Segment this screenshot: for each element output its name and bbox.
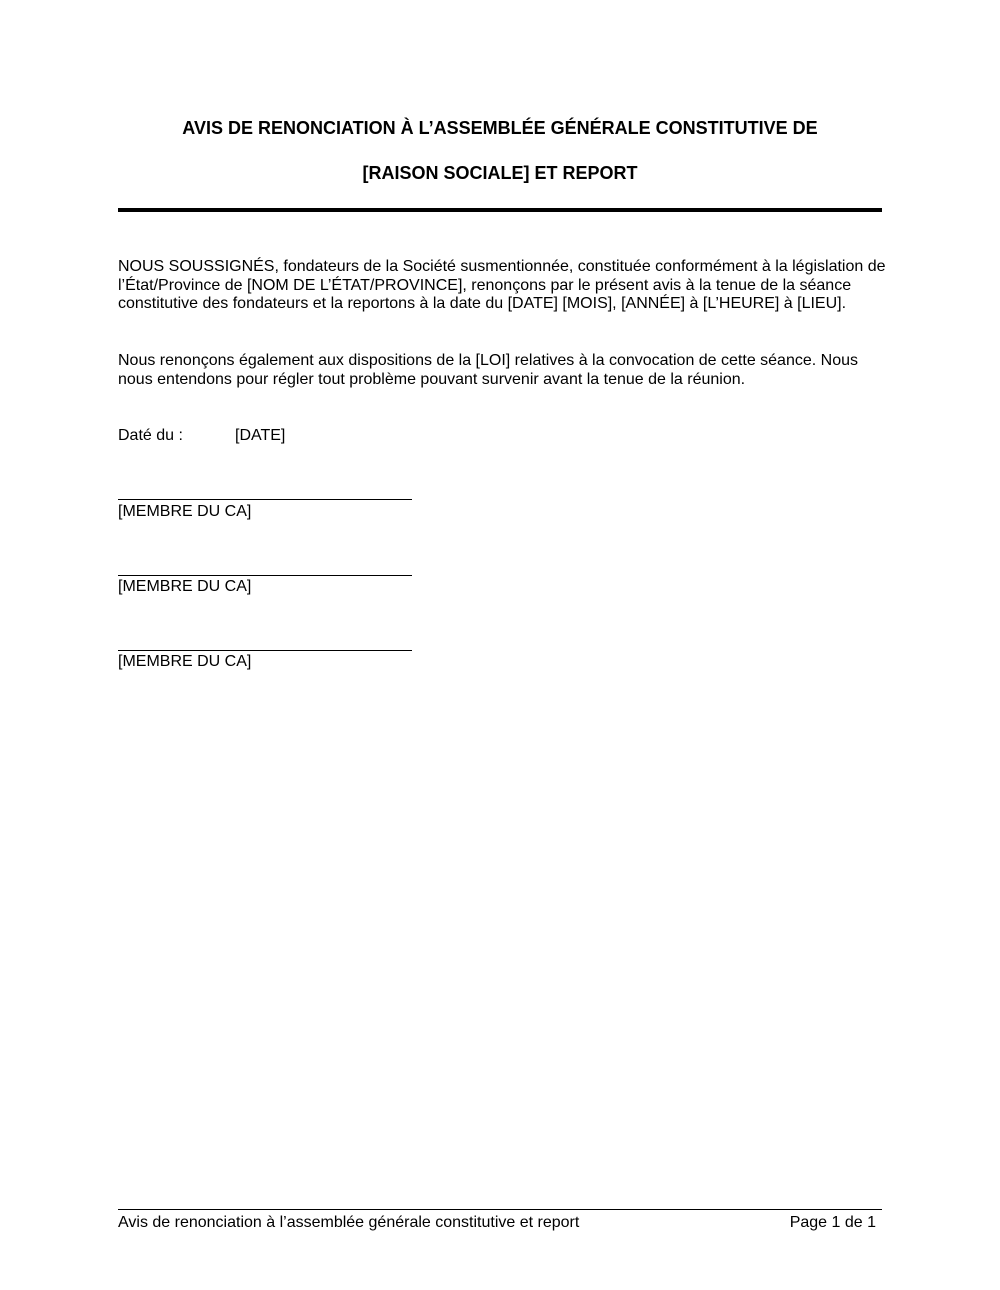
signature-line-1 bbox=[118, 499, 412, 500]
convocation-paragraph: Nous renonçons également aux dispositions de la [LOI] relatives à la convocation de cette séance. Nous nous entendons pour régler tout problème pouvant survenir avant la tenue de la réunion. bbox=[118, 352, 858, 388]
footer-page-number: Page 1 de 1 bbox=[789, 1214, 876, 1231]
date-label: Daté du : bbox=[118, 427, 183, 444]
footer-document-title: Avis de renonciation à l’assemblée générale constitutive et report bbox=[118, 1214, 580, 1231]
signature-name-1: [MEMBRE DU CA] bbox=[118, 503, 252, 520]
title-divider bbox=[118, 208, 882, 212]
document-title-line-1: AVIS DE RENONCIATION À L’ASSEMBLÉE GÉNÉRALE CONSTITUTIVE DE bbox=[182, 118, 818, 138]
waiver-paragraph: NOUS SOUSSIGNÉS, fondateurs de la Société susmentionnée, constituée conformément à la législation de l’État/Province de [NOM DE L’ÉTAT/PROVINCE], renonçons par le présent avis à la tenue de la séance constitutive des fondateurs et la reportons à la date du [DATE] [MOIS], [ANNÉE] à [L’HEURE] à [LIEU]. bbox=[118, 258, 886, 313]
signature-name-2: [MEMBRE DU CA] bbox=[118, 578, 252, 595]
document-title-line-2: [RAISON SOCIALE] ET REPORT bbox=[362, 163, 638, 183]
date-value: [DATE] bbox=[235, 427, 286, 444]
footer-divider bbox=[118, 1209, 882, 1210]
signature-line-3 bbox=[118, 650, 412, 651]
signature-name-3: [MEMBRE DU CA] bbox=[118, 653, 252, 670]
signature-line-2 bbox=[118, 575, 412, 576]
